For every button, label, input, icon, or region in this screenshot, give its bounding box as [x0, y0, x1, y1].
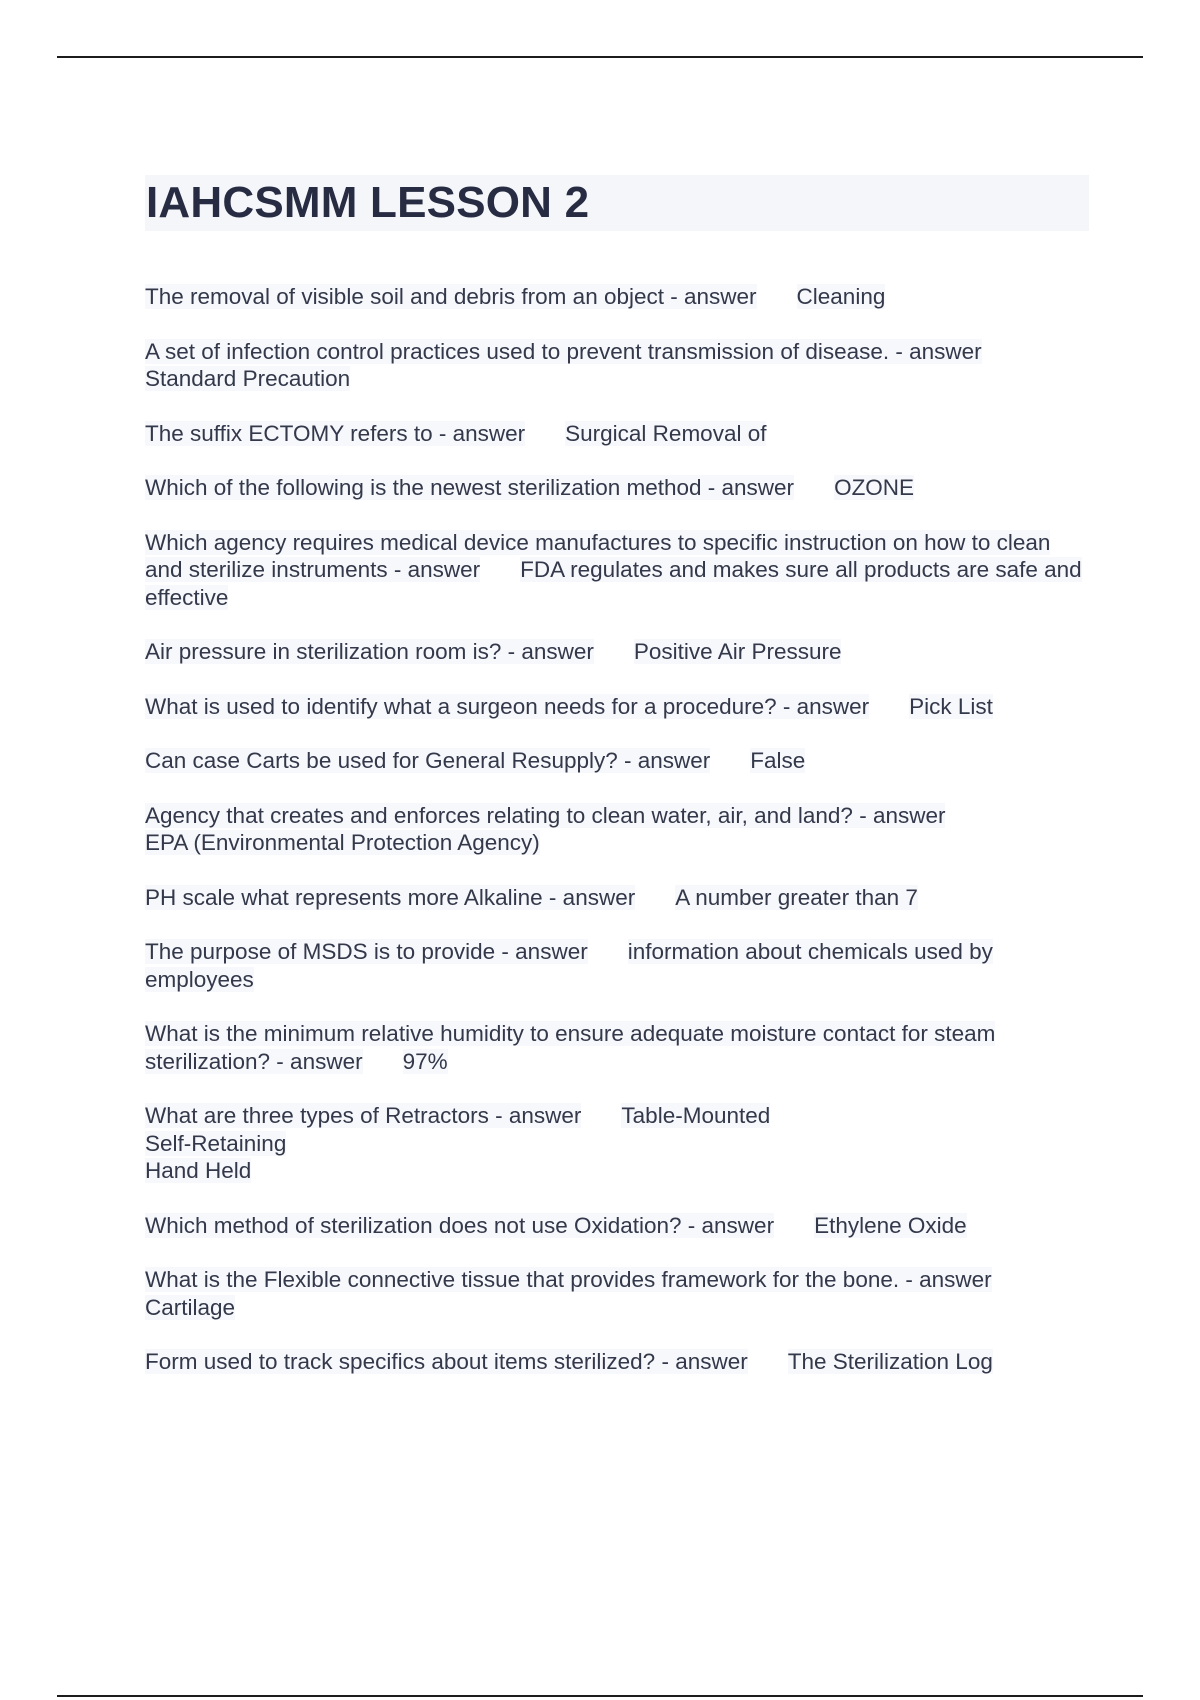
top-rule: [57, 56, 1143, 58]
answer-text: Positive Air Pressure: [633, 639, 842, 664]
bottom-rule: [57, 1695, 1143, 1697]
answer-text: Surgical Removal of: [565, 420, 767, 446]
qa-item: [145, 693, 1089, 721]
question-text: Which of the following is the newest sterilization method - answer: [145, 475, 795, 500]
qa-item: [145, 747, 1089, 775]
page-title: IAHCSMM LESSON 2: [145, 175, 1089, 231]
question-text: Can case Carts be used for General Resupply? - answer: [145, 748, 711, 773]
question-text: The purpose of MSDS is to provide - answer: [145, 939, 588, 964]
qa-item: [145, 802, 1089, 857]
qa-item: [145, 638, 1089, 666]
answer-text: A number greater than 7: [675, 884, 918, 910]
answer-text: EPA (Environmental Protection Agency): [145, 830, 540, 855]
question-text: What is the Flexible connective tissue that provides framework for the bone. - answer: [145, 1267, 992, 1292]
qa-item: [145, 529, 1089, 612]
question-text: Air pressure in sterilization room is? - answer: [145, 639, 594, 664]
question-text: The suffix ECTOMY refers to - answer: [145, 420, 526, 446]
qa-item: [145, 474, 1089, 502]
question-text: Agency that creates and enforces relating to clean water, air, and land? - answer: [145, 802, 946, 828]
question-text: Which agency requires medical device manufactures to specific instruction on how to clean and sterilize instruments - answer: [145, 529, 1051, 582]
answer-text: OZONE: [834, 475, 915, 500]
question-text: What is the minimum relative humidity to ensure adequate moisture contact for steam sterilization? - answer: [145, 1021, 996, 1074]
qa-item: [145, 1020, 1089, 1075]
answer-text: FDA regulates and makes sure all products are safe and effective: [145, 557, 1082, 610]
qa-item: [145, 283, 1089, 311]
question-text: The removal of visible soil and debris from an object - answer: [145, 284, 757, 309]
qa-item: [145, 338, 1089, 393]
qa-item: [145, 1212, 1089, 1240]
question-text: PH scale what represents more Alkaline - answer: [145, 884, 636, 910]
qa-item: [145, 420, 1089, 448]
question-text: Which method of sterilization does not use Oxidation? - answer: [145, 1212, 775, 1238]
qa-item: [145, 884, 1089, 912]
qa-item: [145, 1102, 1089, 1185]
answer-text: The Sterilization Log: [787, 1349, 993, 1374]
answer-text: False: [750, 748, 806, 773]
answer-text: Standard Precaution: [145, 366, 351, 391]
qa-item: [145, 938, 1089, 993]
question-text: What are three types of Retractors - answer: [145, 1103, 582, 1128]
answer-text: Cleaning: [796, 284, 886, 309]
answer-text: information about chemicals used by employees: [145, 939, 993, 992]
question-text: Form used to track specifics about items sterilized? - answer: [145, 1349, 748, 1374]
answer-text: Cartilage: [145, 1294, 236, 1320]
answer-text: Pick List: [909, 693, 993, 719]
answer-text: 97%: [402, 1048, 448, 1074]
answer-text: Table-Mounted Self-Retaining Hand Held: [145, 1103, 771, 1183]
qa-list: [145, 283, 1089, 1403]
question-text: A set of infection control practices used to prevent transmission of disease. - answer: [145, 338, 982, 364]
qa-item: [145, 1348, 1089, 1376]
answer-text: Ethylene Oxide: [814, 1212, 967, 1238]
question-text: What is used to identify what a surgeon needs for a procedure? - answer: [145, 693, 870, 719]
qa-item: [145, 1266, 1089, 1321]
